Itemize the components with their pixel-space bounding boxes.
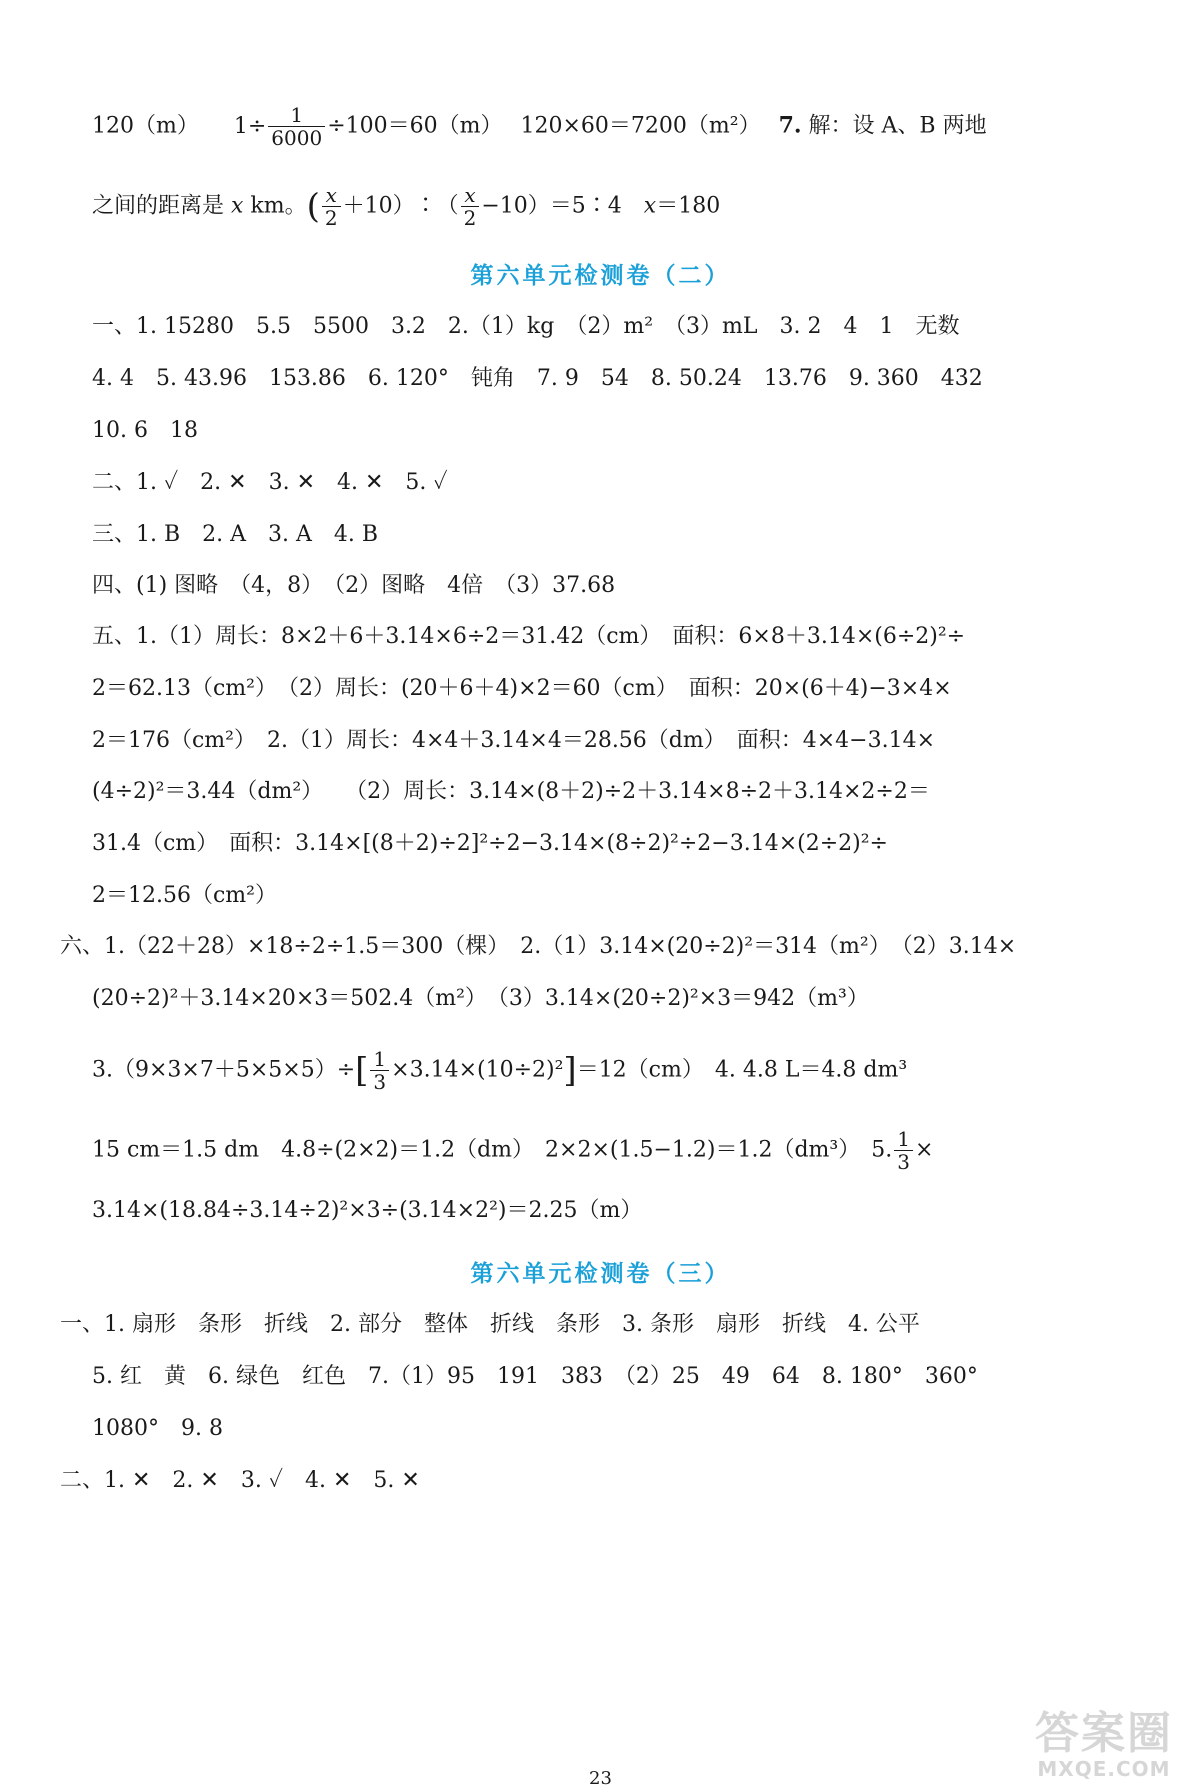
answer-line-fraction <box>92 1048 907 1093</box>
variable: x <box>643 193 657 219</box>
answer-line: 一、1. 15280 5.5 5500 3.2 2.（1）kg （2）m² （3）mL 3. 2 4 1 无数 <box>92 314 960 339</box>
answer-line: 六、1.（22＋28）×18÷2÷1.5＝300（棵） 2.（1）3.14×(20÷2)²＝314（m²） （2）3.14× <box>60 934 1017 959</box>
fraction-numerator: x <box>322 184 341 207</box>
fraction-numerator: x <box>461 184 480 207</box>
fraction-denominator: 3 <box>373 1070 387 1094</box>
fraction <box>268 104 325 149</box>
text-seg: 解：设 A、B 两地 <box>801 113 987 139</box>
text-seg: 之间的距离是 <box>92 193 231 219</box>
text-seg: ＋10）∶（ <box>342 193 459 219</box>
answer-line: 2＝176（cm²） 2.（1）周长：4×4＋3.14×4＝28.56（dm） 面积：4×4−3.14× <box>92 728 936 753</box>
answer-line: 一、1. 扇形 条形 折线 2. 部分 整体 折线 条形 3. 条形 扇形 折线 4. 公平 <box>60 1312 920 1337</box>
question-number: 7. <box>778 112 802 139</box>
answer-line: 三、1. B 2. A 3. A 4. B <box>92 522 379 547</box>
text-seg: ＝180 <box>656 193 721 219</box>
answer-line: (20÷2)²＋3.14×20×3＝502.4（m²） （3）3.14×(20÷2)²×3＝942（m³） <box>92 986 869 1011</box>
fraction-denominator: 3 <box>897 1150 910 1174</box>
fraction <box>370 1048 389 1093</box>
answer-line: 5. 红 黄 6. 绿色 红色 7.（1）95 191 383 （2）25 49 64 8. 180° 360° <box>92 1364 978 1389</box>
answer-line-2 <box>92 184 720 229</box>
fraction-denominator: 2 <box>463 206 477 230</box>
section-title: 第六单元检测卷（二） <box>470 263 731 289</box>
text-seg: 15 cm＝1.5 dm 4.8÷(2×2)＝1.2（dm） 2×2×(1.5−1.2)＝1.2（dm³） 5. <box>92 1137 893 1163</box>
watermark-text: 答案圈 <box>1035 1708 1173 1759</box>
fraction <box>894 1128 913 1173</box>
fraction-denominator: 2 <box>324 206 338 230</box>
answer-line: 四、(1) 图略 （4，8） （2）图略 4倍 （3）37.68 <box>92 573 616 598</box>
fraction-numerator: 1 <box>268 104 325 127</box>
fraction <box>461 184 480 229</box>
answer-line: 10. 6 18 <box>92 418 198 443</box>
fraction <box>322 184 341 229</box>
answer-line: 二、1. ✓ 2. ✕ 3. ✕ 4. ✕ 5. ✓ <box>92 470 448 495</box>
answer-line: 3.14×(18.84÷3.14÷2)²×3÷(3.14×2²)＝2.25（m） <box>92 1198 643 1223</box>
bracket-open: [ <box>355 1050 369 1091</box>
answer-line: 4. 4 5. 43.96 153.86 6. 120° 钝角 7. 9 54 8. 50.24 13.76 9. 360 432 <box>92 366 983 391</box>
answer-line: 1080° 9. 8 <box>92 1416 223 1441</box>
answer-line: 2＝62.13（cm²） （2）周长：(20＋6＋4)×2＝60（cm） 面积：20×(6＋4)−3×4× <box>92 676 952 701</box>
bracket-close: ] <box>563 1050 577 1091</box>
answer-line: 2＝12.56（cm²） <box>92 883 277 908</box>
text-seg: ＝12（cm） 4. 4.8 L＝4.8 dm³ <box>576 1057 908 1083</box>
answer-line: 二、1. ✕ 2. ✕ 3. ✓ 4. ✕ 5. ✕ <box>60 1468 420 1493</box>
text-seg: ×3.14×(10÷2)² <box>391 1057 564 1083</box>
text-seg: km。 <box>243 193 307 219</box>
answer-line-1 <box>92 104 987 149</box>
fraction-numerator: 1 <box>894 1128 913 1151</box>
fraction-denominator: 6000 <box>271 126 323 150</box>
paren-open: ( <box>306 186 320 227</box>
fraction-numerator: 1 <box>370 1048 389 1071</box>
answer-line: 31.4（cm） 面积：3.14×[(8＋2)÷2]²÷2−3.14×(8÷2)²÷2−3.14×(2÷2)²÷ <box>92 831 888 856</box>
text-seg: 120（m） <box>92 113 199 139</box>
text-seg: 3.（9×3×7＋5×5×5）÷ <box>92 1057 356 1083</box>
answer-line: (4÷2)²＝3.44（dm²） （2）周长：3.14×(8＋2)÷2＋3.14×8÷2＋3.14×2÷2＝ <box>92 779 930 804</box>
answer-line-fraction <box>92 1128 933 1173</box>
watermark-logo <box>1029 1710 1179 1784</box>
text-seg: 1÷ <box>233 113 267 139</box>
variable: x <box>231 193 244 219</box>
page-number: 23 <box>589 1768 612 1789</box>
section-title: 第六单元检测卷（三） <box>470 1261 731 1287</box>
text-seg: −10）＝5∶4 <box>481 193 644 219</box>
text-seg: × <box>914 1137 934 1163</box>
watermark-url: MXQE.COM <box>1037 1757 1171 1781</box>
answer-line: 五、1.（1）周长：8×2＋6＋3.14×6÷2＝31.42（cm） 面积：6×8＋3.14×(6÷2)²÷ <box>92 624 966 649</box>
text-seg: ÷100＝60（m） 120×60＝7200（m²） <box>327 113 772 139</box>
